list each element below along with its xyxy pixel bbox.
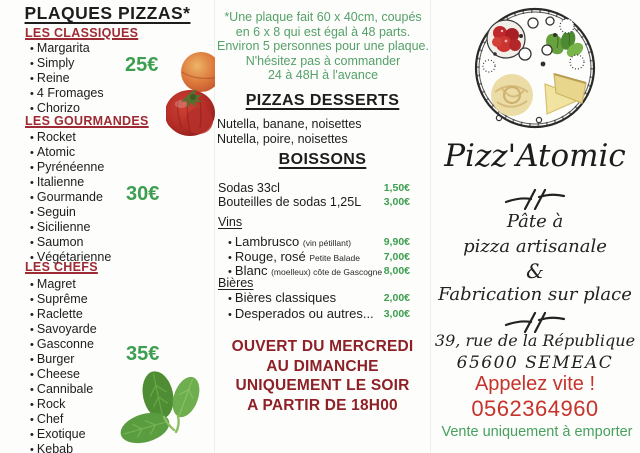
drink-name: Bouteilles de sodas 1,25L bbox=[218, 195, 362, 209]
address-city: 65600 SEMEAC bbox=[456, 353, 614, 373]
opening-hours bbox=[215, 337, 430, 415]
section-heading-classiques: LES CLASSIQUES bbox=[25, 26, 139, 40]
menu-item: • Gourmande bbox=[30, 190, 111, 205]
beer-name: Desperados ou autres... bbox=[234, 306, 374, 321]
menu-item: • Gasconne bbox=[30, 337, 97, 352]
wine-detail: (vin pétillant) bbox=[302, 238, 352, 248]
phone-number: 0562364960 bbox=[471, 396, 599, 421]
tagline-ampersand: & bbox=[526, 259, 544, 283]
wine-price: 7,00€ bbox=[383, 251, 410, 263]
menu-item: • Suprême bbox=[30, 292, 97, 307]
drink-row bbox=[218, 195, 410, 209]
pizza-logo-illustration bbox=[455, 4, 615, 138]
tagline-line: pizza artisanale bbox=[463, 236, 607, 257]
wine-row bbox=[228, 249, 410, 264]
menu-item: • Margarita bbox=[30, 41, 104, 56]
tomato-photo bbox=[166, 52, 215, 144]
menu-item: • Rock bbox=[30, 397, 97, 412]
wine-row bbox=[228, 263, 410, 278]
wine-name: Rouge, rosé bbox=[234, 249, 306, 264]
hours-line: OUVERT DU MERCREDI bbox=[231, 338, 414, 355]
spinach-leaves-photo bbox=[112, 365, 208, 451]
desserts-list bbox=[217, 117, 362, 146]
beer-price: 3,00€ bbox=[383, 308, 410, 320]
wine-name: Blanc bbox=[234, 263, 268, 278]
menu-item: • Atomic bbox=[30, 145, 111, 160]
beer-row bbox=[228, 290, 410, 305]
menu-item: • Reine bbox=[30, 71, 104, 86]
classiques-list bbox=[30, 41, 104, 116]
menu-item: • Chorizo bbox=[30, 101, 104, 116]
menu-item: • Cheese bbox=[30, 367, 97, 382]
section-heading-chefs: LES CHEFS bbox=[25, 260, 98, 274]
wine-name: Lambrusco bbox=[234, 234, 300, 249]
menu-item: • 4 Fromages bbox=[30, 86, 104, 101]
call-to-action: Appelez vite ! bbox=[474, 373, 596, 395]
section-heading-gourmandes: LES GOURMANDES bbox=[25, 114, 149, 128]
drink-price: 1,50€ bbox=[383, 182, 410, 194]
gourmandes-list bbox=[30, 130, 111, 265]
desserts-title: PIZZAS DESSERTS bbox=[245, 92, 400, 109]
drink-row bbox=[218, 181, 410, 195]
menu-item: • Italienne bbox=[30, 175, 111, 190]
hours-line: AU DIMANCHE bbox=[266, 357, 379, 375]
menu-item: • Exotique bbox=[30, 427, 97, 442]
wine-price: 9,90€ bbox=[383, 236, 410, 248]
beers-subheading: Bières bbox=[218, 276, 254, 290]
divider-flourish-icon bbox=[430, 311, 640, 333]
hours-line: A PARTIR DE 18H00 bbox=[247, 396, 398, 414]
menu-item: • Saumon bbox=[30, 235, 111, 250]
tagline-line: Pâte à bbox=[506, 211, 564, 232]
note-line: 24 à 48H à l'avance bbox=[267, 68, 379, 82]
beer-row bbox=[228, 306, 410, 321]
plaque-info-note bbox=[209, 10, 437, 83]
menu-item: • Kebab bbox=[30, 442, 97, 453]
divider-flourish-icon bbox=[430, 188, 640, 210]
menu-item: • Chef bbox=[30, 412, 97, 427]
menu-item: • Savoyarde bbox=[30, 322, 97, 337]
price-gourmandes: 30€ bbox=[126, 183, 160, 205]
wine-price: 8,00€ bbox=[383, 265, 410, 277]
menu-item: • Sicilienne bbox=[30, 220, 111, 235]
wine-row bbox=[228, 234, 410, 249]
wine-detail: Petite Balade bbox=[309, 253, 360, 263]
left-column bbox=[0, 0, 215, 453]
hours-line: UNIQUEMENT LE SOIR bbox=[235, 377, 410, 394]
drink-price: 3,00€ bbox=[383, 196, 410, 208]
wines-subheading: Vins bbox=[218, 215, 243, 229]
price-classiques: 25€ bbox=[125, 54, 159, 76]
menu-item: • Simply bbox=[30, 56, 104, 71]
dessert-item: Nutella, banane, noisettes bbox=[217, 117, 362, 131]
menu-item: • Pyrénéenne bbox=[30, 160, 111, 175]
menu-item: • Burger bbox=[30, 352, 97, 367]
menu-item: • Seguin bbox=[30, 205, 111, 220]
note-line: Environ 5 personnes pour une plaque. bbox=[217, 39, 429, 53]
note-line: N'hésitez pas à commander bbox=[245, 53, 401, 68]
menu-item: • Cannibale bbox=[30, 382, 97, 397]
page-title: PLAQUES PIZZAS* bbox=[24, 3, 191, 23]
chefs-list bbox=[30, 277, 97, 453]
price-chefs: 35€ bbox=[126, 343, 160, 365]
wine-detail: (moelleux) côte de Gascogne bbox=[271, 267, 383, 277]
dessert-item: Nutella, poire, noisettes bbox=[217, 131, 348, 146]
menu-item: • Magret bbox=[30, 277, 97, 292]
address-street: 39, rue de la République bbox=[434, 331, 636, 350]
note-line: *Une plaque fait 60 x 40cm, coupés bbox=[224, 10, 422, 24]
middle-column bbox=[215, 0, 430, 453]
drink-name: Sodas 33cl bbox=[218, 181, 280, 195]
note-line: en 6 x 8 qui est égal à 48 parts. bbox=[235, 24, 411, 39]
tagline-line: Fabrication sur place bbox=[438, 284, 632, 305]
menu-item: • Végétarienne bbox=[30, 250, 111, 265]
brand-name: Pizz'Atomic bbox=[444, 138, 626, 174]
menu-item: • Rocket bbox=[30, 130, 111, 145]
drinks-title: BOISSONS bbox=[278, 151, 367, 168]
beer-price: 2,00€ bbox=[383, 292, 410, 304]
menu-item: • Raclette bbox=[30, 307, 97, 322]
beer-name: Bières classiques bbox=[234, 290, 337, 305]
takeaway-note: Vente uniquement à emporter bbox=[441, 424, 633, 440]
right-column bbox=[430, 0, 640, 453]
